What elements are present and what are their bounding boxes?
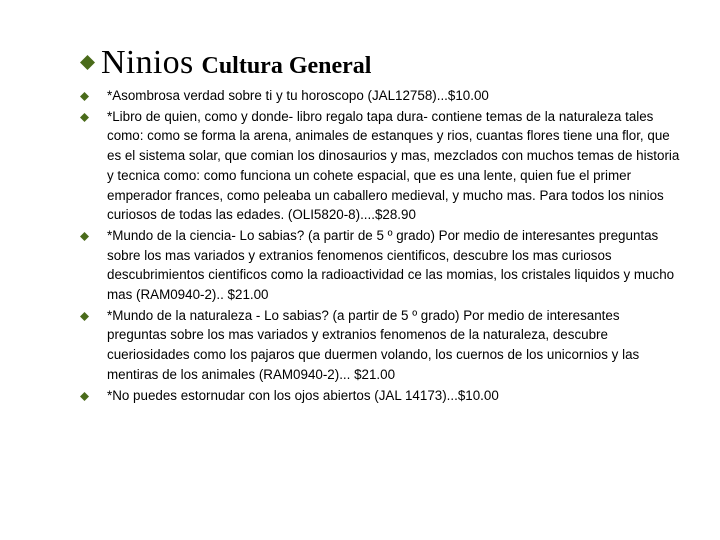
- list-item-text: *Mundo de la ciencia- Lo sabias? (a partir de 5 º grado) Por medio de interesantes preguntas sobre los mas variados y extranios fenomenos cientificos, descubre los mas curiosos descubrimientos cientificos como la radioactividad ce las momias, los cristales liquidos y mucho mas (RAM0940-2).. $21.00: [107, 227, 675, 303]
- diamond-bullet-icon: [80, 232, 89, 241]
- diamond-bullet-icon: [80, 55, 95, 70]
- diamond-bullet-icon: [80, 312, 89, 321]
- list-item-text: *Libro de quien, como y donde- libro regalo tapa dura- contiene temas de la naturaleza tales como: como se forma la arena, animales de estanques y rios, cuantas flores tiene una flor, que es el sistema solar, que comian los dinosaurios y mas, mezclados con muchos temas de historia y tecnica como: como funciona un cohete espacial, que es una lente, quien fue el primer emperador frances, como peleaba un caballero medieval, y mucho mas. Para todos los ninios curiosos de todas las edades. (OLI5820-8)....$28.90: [107, 108, 680, 223]
- list-item-text: *No puedes estornudar con los ojos abiertos (JAL 14173)...$10.00: [107, 387, 499, 403]
- list-item: [80, 306, 680, 385]
- subtitle-text: Cultura General: [201, 53, 372, 79]
- list-item: [80, 226, 680, 305]
- diamond-bullet-icon: [80, 392, 89, 401]
- list-item: [80, 386, 680, 406]
- list-item-text: *Asombrosa verdad sobre ti y tu horoscopo (JAL12758)...$10.00: [107, 88, 489, 103]
- list-item: [80, 86, 680, 106]
- diamond-bullet-icon: [80, 92, 89, 101]
- title-text: Ninios: [101, 44, 194, 81]
- list-item-text: *Mundo de la naturaleza - Lo sabias? (a partir de 5 º grado) Por medio de interesantes preguntas sobre los mas variados y extranios fenomenos de la naturaleza, descubre cueriosidades como los pajaros que duermen volando, los cuernos de los unicornios y las mentiras de los animales (RAM0940-2)... $21.00: [107, 307, 640, 382]
- diamond-bullet-icon: [80, 113, 89, 122]
- list-item: [80, 107, 680, 225]
- slide-title: [80, 44, 371, 82]
- book-list: [80, 86, 680, 406]
